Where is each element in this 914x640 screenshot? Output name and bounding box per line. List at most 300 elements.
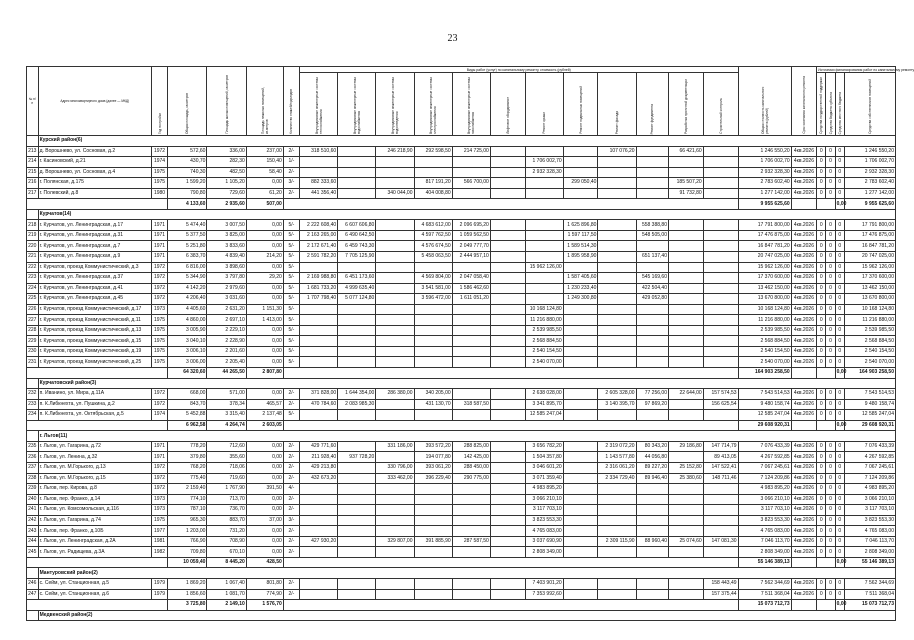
cell-dl: 4кв.2026 xyxy=(791,589,816,600)
cell-addr: г. Льгов, ул. Комсомольская, д.116 xyxy=(38,505,151,516)
cell-dl: 4кв.2026 xyxy=(791,526,816,537)
cell-ta: 3 040,10 xyxy=(168,336,207,347)
cell-w9 xyxy=(598,230,636,241)
cell-na: 150,40 xyxy=(246,157,283,168)
cell-w5 xyxy=(452,304,490,315)
col-total-area: Общая площадь, кв.метров xyxy=(168,67,207,136)
cell-year: 1972 xyxy=(151,484,167,495)
cell-w7: 2 638 028,00 xyxy=(525,389,563,400)
cell-t: 5/- xyxy=(283,325,299,336)
cell-w2: 1 644 354,00 xyxy=(338,389,376,400)
cell-f1: 0 xyxy=(817,220,826,231)
table-row xyxy=(27,167,896,178)
district-total-row xyxy=(27,420,896,431)
table-row xyxy=(27,452,896,463)
cell-tc: 2 568 884,50 xyxy=(738,336,791,347)
cell-w4: 396 229,40 xyxy=(414,473,452,484)
cell-t: 5/- xyxy=(283,262,299,273)
cell-na: 2 137,48 xyxy=(246,410,283,421)
cell-w3: 330 796,00 xyxy=(376,462,414,473)
cell-w3 xyxy=(376,252,414,263)
total-blank-works xyxy=(283,557,738,568)
cell-f4: 1 277 142,00 xyxy=(844,188,895,199)
cell-f3: 0 xyxy=(835,473,844,484)
cell-w8: 1 587 405,60 xyxy=(563,273,598,284)
cell-w6 xyxy=(490,304,525,315)
cell-tc: 13 462 150,00 xyxy=(738,283,791,294)
cell-tc: 20 747 025,00 xyxy=(738,252,791,263)
cell-w3: 333 462,00 xyxy=(376,473,414,484)
total-blank xyxy=(27,600,168,611)
cell-w9 xyxy=(598,167,636,178)
total-blank-dl xyxy=(791,368,816,379)
cell-w12 xyxy=(703,346,738,357)
total-blank xyxy=(27,557,168,568)
cell-w5 xyxy=(452,315,490,326)
cell-w12: 158 443,49 xyxy=(703,578,738,589)
cell-f1: 0 xyxy=(817,283,826,294)
cell-w3 xyxy=(376,220,414,231)
table-row xyxy=(27,462,896,473)
cell-f3: 0 xyxy=(835,346,844,357)
cell-tc: 3 117 703,10 xyxy=(738,505,791,516)
cell-w4: 4 597 762,50 xyxy=(414,230,452,241)
cell-w1: 371 828,00 xyxy=(299,389,337,400)
cell-la: 1 081,70 xyxy=(207,589,246,600)
cell-t: 2/- xyxy=(283,462,299,473)
total-blank xyxy=(27,199,168,210)
cell-w5 xyxy=(452,167,490,178)
cell-f4: 7 124 209,86 xyxy=(844,473,895,484)
total-na: 1 576,70 xyxy=(246,600,283,611)
cell-w10: 89 946,40 xyxy=(636,473,668,484)
cell-w5 xyxy=(452,188,490,199)
cell-tc: 7 562 344,69 xyxy=(738,578,791,589)
cell-addr: г. Льгов, ул. Ленина, д.32 xyxy=(38,452,151,463)
cell-w4: 3 541 581,00 xyxy=(414,283,452,294)
cell-year: 1971 xyxy=(151,230,167,241)
total-tc: 55 146 389,13 xyxy=(738,557,791,568)
cell-w1 xyxy=(299,357,337,368)
cell-w1: 441 356,40 xyxy=(299,188,337,199)
cell-w10 xyxy=(636,357,668,368)
cell-dl: 4кв.2026 xyxy=(791,146,816,157)
cell-w9 xyxy=(598,547,636,558)
cell-dl: 4кв.2026 xyxy=(791,484,816,495)
cell-f4: 4 267 592,85 xyxy=(844,452,895,463)
cell-w8 xyxy=(563,484,598,495)
cell-la: 670,10 xyxy=(207,547,246,558)
cell-w1: 470 784,60 xyxy=(299,399,337,410)
col-w5: Внутридомовые инженерные системы газоснабжения xyxy=(452,73,490,136)
cell-w3 xyxy=(376,241,414,252)
total-f4: 29 608 920,31 xyxy=(844,420,895,431)
cell-w9: 1 143 577,80 xyxy=(598,452,636,463)
cell-w2 xyxy=(338,526,376,537)
cell-n: 243 xyxy=(27,526,39,537)
cell-w4 xyxy=(414,357,452,368)
cell-w12 xyxy=(703,188,738,199)
cell-year: 1973 xyxy=(151,304,167,315)
cell-dl: 4кв.2026 xyxy=(791,536,816,547)
cell-la: 708,90 xyxy=(207,536,246,547)
cell-w6 xyxy=(490,188,525,199)
cell-w4: 5 458 063,50 xyxy=(414,252,452,263)
cell-w11 xyxy=(668,357,703,368)
cell-f2: 0 xyxy=(826,578,835,589)
cell-year: 1971 xyxy=(151,441,167,452)
total-tc: 9 955 625,60 xyxy=(738,199,791,210)
cell-ta: 668,00 xyxy=(168,389,207,400)
cell-dl: 4кв.2026 xyxy=(791,241,816,252)
cell-w9 xyxy=(598,252,636,263)
cell-w2 xyxy=(338,505,376,516)
cell-w1: 2 172 671,40 xyxy=(299,241,337,252)
cell-na: 58,40 xyxy=(246,167,283,178)
cell-n: 240 xyxy=(27,494,39,505)
cell-addr: г. Курчатов, ул. Ленинградская, д.37 xyxy=(38,273,151,284)
cell-na: 29,20 xyxy=(246,273,283,284)
cell-w7: 3 341 895,70 xyxy=(525,399,563,410)
cell-na: 1 151,30 xyxy=(246,304,283,315)
cell-w6 xyxy=(490,515,525,526)
cell-w7: 3 071 359,40 xyxy=(525,473,563,484)
cell-w3: 340 044,00 xyxy=(376,188,414,199)
cell-w5 xyxy=(452,578,490,589)
cell-n: 215 xyxy=(27,167,39,178)
cell-f1: 0 xyxy=(817,325,826,336)
cell-f3: 0 xyxy=(835,262,844,273)
cell-w8 xyxy=(563,452,598,463)
cell-w1: 2 222 608,40 xyxy=(299,220,337,231)
cell-na: 0,00 xyxy=(246,526,283,537)
cell-ta: 1 856,60 xyxy=(168,589,207,600)
cell-f3: 0 xyxy=(835,178,844,189)
cell-la: 2 201,60 xyxy=(207,346,246,357)
cell-w8 xyxy=(563,399,598,410)
cell-w8: 1 895 958,90 xyxy=(563,252,598,263)
cell-tc: 7 067 245,61 xyxy=(738,462,791,473)
cell-w8 xyxy=(563,336,598,347)
total-tc: 164 903 258,50 xyxy=(738,368,791,379)
cell-w6 xyxy=(490,252,525,263)
cell-n: 213 xyxy=(27,146,39,157)
cell-w10 xyxy=(636,188,668,199)
cell-w7 xyxy=(525,241,563,252)
cell-dl: 4кв.2026 xyxy=(791,410,816,421)
cell-w2: 2 083 985,30 xyxy=(338,399,376,410)
cell-n: 219 xyxy=(27,230,39,241)
cell-w12: 156 625,54 xyxy=(703,399,738,410)
cell-dl: 4кв.2026 xyxy=(791,462,816,473)
total-f3: 0,00 xyxy=(835,557,844,568)
cell-w7 xyxy=(525,283,563,294)
cell-ta: 774,10 xyxy=(168,494,207,505)
cell-w4 xyxy=(414,589,452,600)
cell-w4 xyxy=(414,167,452,178)
cell-tc: 12 585 247,04 xyxy=(738,410,791,421)
cell-f3: 0 xyxy=(835,188,844,199)
table-row xyxy=(27,315,896,326)
cell-w9 xyxy=(598,578,636,589)
cell-f4: 17 791 800,00 xyxy=(844,220,895,231)
cell-w1: 882 333,60 xyxy=(299,178,337,189)
cell-w3 xyxy=(376,578,414,589)
cell-year: 1975 xyxy=(151,357,167,368)
cell-w11: 91 732,80 xyxy=(668,188,703,199)
cell-w12 xyxy=(703,262,738,273)
cell-w1 xyxy=(299,336,337,347)
cell-w7: 3 046 601,20 xyxy=(525,462,563,473)
cell-w12 xyxy=(703,484,738,495)
cell-f2: 0 xyxy=(826,484,835,495)
cell-w7: 7 353 992,60 xyxy=(525,589,563,600)
cell-f3: 0 xyxy=(835,462,844,473)
cell-tc: 4 765 083,00 xyxy=(738,526,791,537)
cell-w5: 2 047 058,40 xyxy=(452,273,490,284)
cell-w8 xyxy=(563,536,598,547)
cell-tc: 2 540 154,50 xyxy=(738,346,791,357)
cell-w1: 211 928,40 xyxy=(299,452,337,463)
cell-w6 xyxy=(490,526,525,537)
cell-w11 xyxy=(668,589,703,600)
cell-w5 xyxy=(452,526,490,537)
cell-w9: 2 316 061,20 xyxy=(598,462,636,473)
cell-w12 xyxy=(703,178,738,189)
cell-w9 xyxy=(598,178,636,189)
cell-addr: г. Курчатов, проезд Коммунистический, д.25 xyxy=(38,357,151,368)
cell-f1: 0 xyxy=(817,441,826,452)
cell-w9 xyxy=(598,515,636,526)
cell-n: 244 xyxy=(27,536,39,547)
cell-w7 xyxy=(525,188,563,199)
cell-w3: 331 186,00 xyxy=(376,441,414,452)
cell-w6 xyxy=(490,473,525,484)
cell-n: 247 xyxy=(27,589,39,600)
cell-w5 xyxy=(452,262,490,273)
cell-w4: 404 008,80 xyxy=(414,188,452,199)
cell-f2: 0 xyxy=(826,283,835,294)
cell-f1: 0 xyxy=(817,188,826,199)
cell-w2 xyxy=(338,515,376,526)
cell-w5 xyxy=(452,336,490,347)
cell-addr: г. Курчатов, ул. Ленинградская, д.17 xyxy=(38,220,151,231)
cell-t: 5/- xyxy=(283,357,299,368)
total-blank-works xyxy=(283,600,738,611)
cell-f3: 0 xyxy=(835,399,844,410)
cell-na: 1 413,00 xyxy=(246,315,283,326)
total-f3: 0,00 xyxy=(835,420,844,431)
cell-ta: 6 383,70 xyxy=(168,252,207,263)
cell-t: 5/- xyxy=(283,230,299,241)
cell-t: 2/- xyxy=(283,399,299,410)
cell-w5 xyxy=(452,357,490,368)
cell-w3 xyxy=(376,336,414,347)
col-w10: Ремонт фундамента xyxy=(636,73,668,136)
cell-w1 xyxy=(299,505,337,516)
cell-w4: 194 077,80 xyxy=(414,452,452,463)
cell-w3 xyxy=(376,273,414,284)
cell-f2: 0 xyxy=(826,473,835,484)
cell-f2: 0 xyxy=(826,536,835,547)
cell-f3: 0 xyxy=(835,357,844,368)
cell-f1: 0 xyxy=(817,494,826,505)
cell-dl: 4кв.2026 xyxy=(791,325,816,336)
cell-w3 xyxy=(376,505,414,516)
total-f3: 0,00 xyxy=(835,600,844,611)
cell-w10: 44 056,80 xyxy=(636,452,668,463)
table-row xyxy=(27,399,896,410)
cell-w1 xyxy=(299,589,337,600)
cell-w8 xyxy=(563,146,598,157)
cell-t: 5/- xyxy=(283,304,299,315)
cell-w9: 2 605 328,00 xyxy=(598,389,636,400)
cell-ta: 4 860,00 xyxy=(168,315,207,326)
cell-f2: 0 xyxy=(826,230,835,241)
cell-w11 xyxy=(668,294,703,305)
cell-w11: 185 507,20 xyxy=(668,178,703,189)
cell-w5: 318 587,50 xyxy=(452,399,490,410)
cell-tc: 4 267 592,85 xyxy=(738,452,791,463)
cell-t: 1/- xyxy=(283,157,299,168)
cell-w4: 4 576 674,50 xyxy=(414,241,452,252)
cell-w9 xyxy=(598,494,636,505)
cell-dl: 4кв.2026 xyxy=(791,494,816,505)
cell-w4 xyxy=(414,315,452,326)
cell-w4 xyxy=(414,505,452,516)
cell-w12 xyxy=(703,283,738,294)
cell-f1: 0 xyxy=(817,578,826,589)
cell-w4: 393 572,20 xyxy=(414,441,452,452)
cell-w3 xyxy=(376,315,414,326)
table-row xyxy=(27,536,896,547)
cell-f3: 0 xyxy=(835,410,844,421)
cell-w10: 558 388,80 xyxy=(636,220,668,231)
cell-w8 xyxy=(563,589,598,600)
cell-year: 1975 xyxy=(151,178,167,189)
cell-la: 3 898,60 xyxy=(207,262,246,273)
cell-f3: 0 xyxy=(835,389,844,400)
cell-w11: 66 421,60 xyxy=(668,146,703,157)
cell-f4: 1 246 550,20 xyxy=(844,146,895,157)
cell-tc: 17 370 600,00 xyxy=(738,273,791,284)
cell-w12: 157 574,53 xyxy=(703,389,738,400)
cell-w2 xyxy=(338,494,376,505)
cell-w4: 393 061,20 xyxy=(414,462,452,473)
district-total-row xyxy=(27,199,896,210)
total-la: 44 265,50 xyxy=(207,368,246,379)
cell-w3 xyxy=(376,346,414,357)
cell-dl: 4кв.2026 xyxy=(791,304,816,315)
cell-la: 571,00 xyxy=(207,389,246,400)
cell-w5: 288 825,00 xyxy=(452,441,490,452)
cell-w5: 1 059 562,50 xyxy=(452,230,490,241)
cell-w6 xyxy=(490,294,525,305)
cell-addr: г. Курчатов, ул. Ленинградская, д.31 xyxy=(38,230,151,241)
cell-la: 2 229,10 xyxy=(207,325,246,336)
cell-year: 1971 xyxy=(151,452,167,463)
cell-f2: 0 xyxy=(826,410,835,421)
cell-w2 xyxy=(338,484,376,495)
cell-w7: 2 568 884,50 xyxy=(525,336,563,347)
cell-na: 0,00 xyxy=(246,325,283,336)
cell-la: 3 031,60 xyxy=(207,294,246,305)
district-spacer xyxy=(27,568,39,579)
cell-w7: 2 540 154,50 xyxy=(525,346,563,357)
cell-f3: 0 xyxy=(835,294,844,305)
cell-w9: 2 319 072,20 xyxy=(598,441,636,452)
cell-na: 0,00 xyxy=(246,178,283,189)
cell-year: 1975 xyxy=(151,167,167,178)
total-blank-f xyxy=(817,368,836,379)
cell-addr: г. Курчатов, проезд Коммунистический, д.11 xyxy=(38,315,151,326)
cell-ta: 843,70 xyxy=(168,399,207,410)
cell-f4: 7 562 344,69 xyxy=(844,578,895,589)
cell-na: 61,20 xyxy=(246,188,283,199)
cell-w2 xyxy=(338,536,376,547)
cell-w7: 7 403 901,20 xyxy=(525,578,563,589)
cell-w8 xyxy=(563,315,598,326)
cell-w5: 287 587,50 xyxy=(452,536,490,547)
cell-w6 xyxy=(490,220,525,231)
cell-f1: 0 xyxy=(817,273,826,284)
col-w9: Ремонт фасада xyxy=(598,73,636,136)
cell-w7 xyxy=(525,294,563,305)
cell-w3 xyxy=(376,484,414,495)
cell-w1: 318 510,60 xyxy=(299,146,337,157)
total-ta: 4 133,60 xyxy=(168,199,207,210)
cell-w4 xyxy=(414,304,452,315)
total-blank-f xyxy=(817,557,836,568)
cell-n: 242 xyxy=(27,515,39,526)
district-title: Курчатовский район(3) xyxy=(38,378,895,389)
cell-w4 xyxy=(414,262,452,273)
cell-la: 282,30 xyxy=(207,157,246,168)
cell-w6 xyxy=(490,536,525,547)
cell-f4: 2 540 070,00 xyxy=(844,357,895,368)
cell-f3: 0 xyxy=(835,241,844,252)
cell-w2 xyxy=(338,178,376,189)
district-spacer xyxy=(27,136,39,147)
cell-t: 2/- xyxy=(283,188,299,199)
cell-ta: 740,30 xyxy=(168,167,207,178)
cell-tc: 3 823 553,30 xyxy=(738,515,791,526)
cell-w4 xyxy=(414,578,452,589)
cell-w5 xyxy=(452,410,490,421)
cell-dl: 4кв.2026 xyxy=(791,283,816,294)
cell-f1: 0 xyxy=(817,252,826,263)
cell-na: 391,50 xyxy=(246,484,283,495)
cell-w6 xyxy=(490,230,525,241)
cell-na: 774,90 xyxy=(246,589,283,600)
cell-tc: 11 216 880,00 xyxy=(738,315,791,326)
cell-f1: 0 xyxy=(817,336,826,347)
financing-group-header: Источники финансирования работ по капитальному ремонту xyxy=(818,67,914,72)
cell-t: 5/- xyxy=(283,241,299,252)
cell-la: 1 067,40 xyxy=(207,578,246,589)
table-row xyxy=(27,346,896,357)
cell-f1: 0 xyxy=(817,241,826,252)
cell-w9 xyxy=(598,273,636,284)
cell-w11 xyxy=(668,273,703,284)
cell-w1: 2 163 265,00 xyxy=(299,230,337,241)
cell-t: 2/- xyxy=(283,441,299,452)
total-na: 2 603,05 xyxy=(246,420,283,431)
table-row xyxy=(27,146,896,157)
col-address: Адрес многоквартирного дома (далее — МКД) xyxy=(38,67,151,136)
cell-f3: 0 xyxy=(835,315,844,326)
cell-f1: 0 xyxy=(817,157,826,168)
